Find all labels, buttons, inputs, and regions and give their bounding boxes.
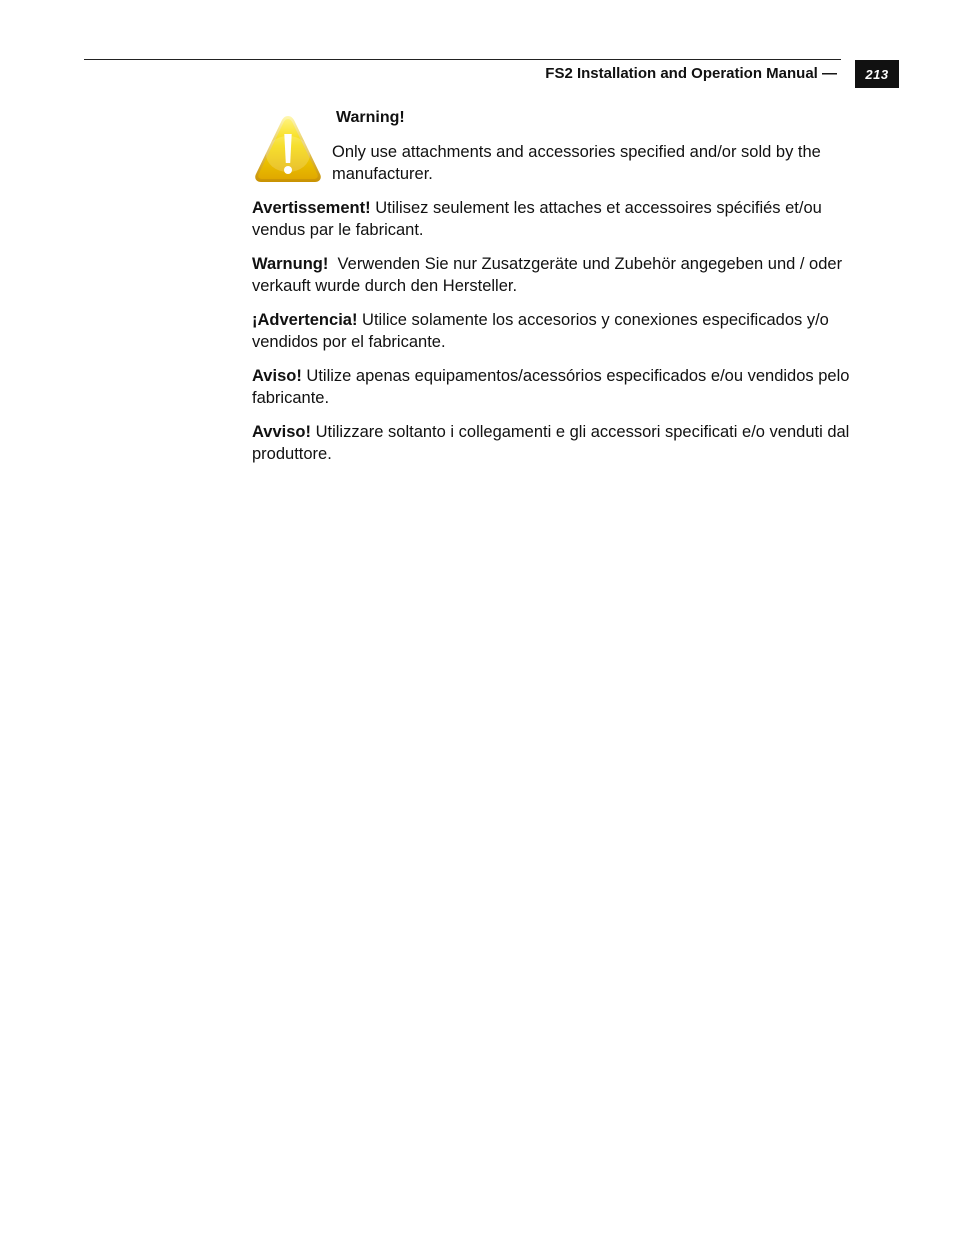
- warning-body: Utilize apenas equipamentos/acessórios especificados e/ou vendidos pelo fabricante.: [252, 367, 850, 407]
- warning-italian: [252, 421, 872, 465]
- warning-title: Warning!: [336, 109, 405, 126]
- warning-label: Aviso!: [252, 367, 302, 385]
- header-rule: [84, 59, 841, 60]
- warning-label: ¡Advertencia!: [252, 311, 358, 329]
- page-number: 213: [865, 67, 889, 82]
- page-number-badge: [855, 60, 899, 88]
- warning-body: Utilizzare soltanto i collegamenti e gli accessori specificati e/o venduti dal produttore.: [252, 423, 850, 463]
- warning-german: [252, 253, 872, 297]
- warning-spanish: [252, 309, 872, 353]
- warning-label: Avviso!: [252, 423, 311, 441]
- warning-portuguese: [252, 365, 872, 409]
- warning-label: Avertissement!: [252, 199, 371, 217]
- warning-text: Only use attachments and accessories specified and/or sold by the manufacturer.: [332, 143, 821, 183]
- warning-label: Warnung!: [252, 255, 329, 273]
- warning-body: Utilisez seulement les attaches et accessoires spécifiés et/ou vendus par le fabricant.: [252, 199, 822, 239]
- header-title: FS2 Installation and Operation Manual —: [545, 65, 837, 82]
- warning-body: Verwenden Sie nur Zusatzgeräte und Zubehör angegeben und / oder verkauft wurde durch den Hersteller.: [252, 255, 847, 295]
- warning-body: Utilice solamente los accesorios y conexiones especificados y/o vendidos por el fabricante.: [252, 311, 829, 351]
- warning-french: [252, 197, 872, 241]
- warning-triangle-icon: [254, 114, 322, 184]
